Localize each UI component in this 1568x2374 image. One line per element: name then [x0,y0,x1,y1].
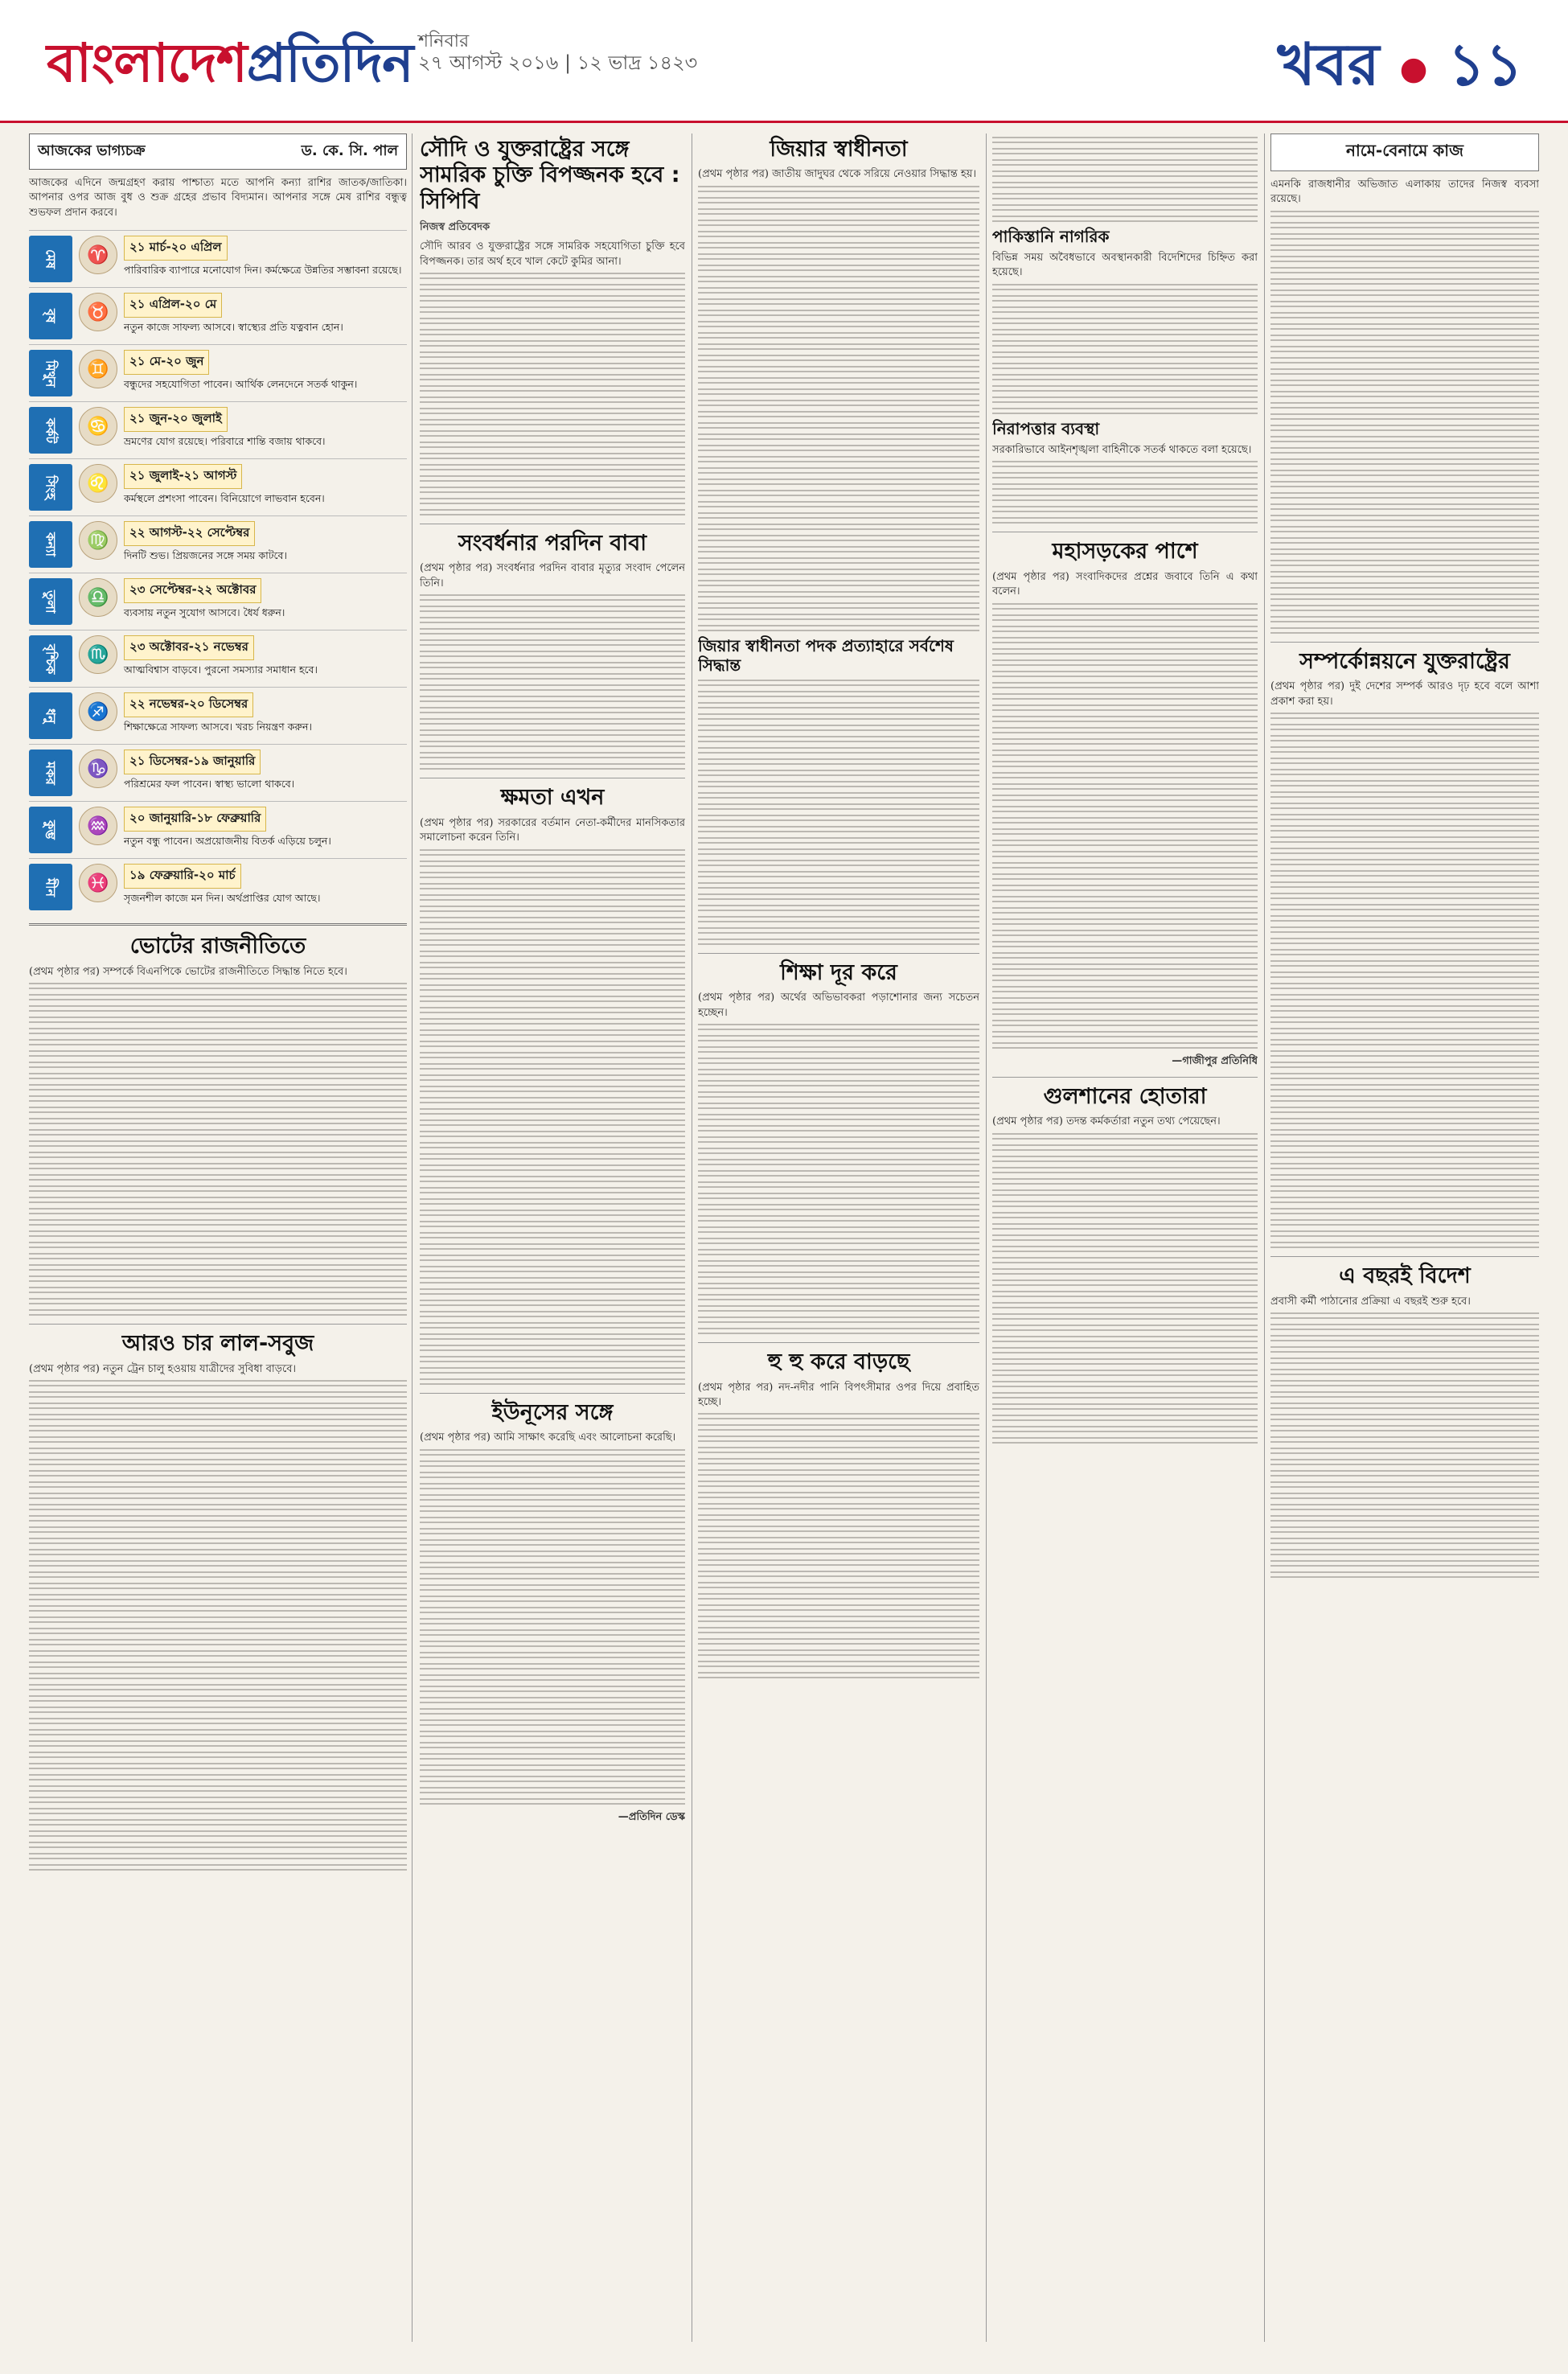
zodiac-symbol-icon: ♉ [79,293,117,331]
zodiac-content [124,293,407,335]
article-yunus-lead: (প্রথম পৃষ্ঠার পর) আমি সাক্ষাৎ করেছি এবং আলোচনা করেছি। [420,1431,676,1444]
column-4 [992,133,1258,2342]
column-3 [698,133,979,2342]
zodiac-prediction: পারিবারিক ব্যাপারে মনোযোগ দিন। কর্মক্ষেত্রে উন্নতির সম্ভাবনা রয়েছে। [124,264,402,277]
newspaper-logo: বাংলাদেশপ্রতিদিন [47,32,413,94]
zodiac-row [29,344,407,401]
zodiac-content [124,692,407,734]
article-lal-body [29,1380,407,1872]
column-1 [29,133,407,2342]
article-zia-body [698,186,979,633]
zodiac-content [124,807,407,848]
zodiac-row [29,858,407,915]
zodiac-content [124,635,407,677]
article-bochor-lead: প্রবাসী কর্মী পাঠানোর প্রক্রিয়া এ বছরই শুরু হবে। [1270,1295,1471,1308]
zodiac-row [29,801,407,858]
date-label: ২৭ আগস্ট ২০১৬ | ১২ ভাদ্র ১৪২৩ [418,51,698,74]
article-saudi-lead: সৌদি আরব ও যুক্তরাষ্ট্রের সঙ্গে সামরিক সহযোগিতা চুক্তি হবে বিপজ্জনক। তার অর্থ হবে খাল কেটে কুমির আনা। [420,240,685,268]
headline-bochor-bidesh: এ বছরই বিদেশ [1339,1263,1471,1289]
headline-mohasorok: মহাসড়কের পাশে [1052,539,1198,565]
zodiac-row [29,458,407,515]
zodiac-row [29,287,407,344]
zodiac-list [29,230,407,915]
byline: নিজস্ব প্রতিবেদক [420,221,491,234]
article-lal-lead: (প্রথম পৃষ্ঠার পর) নতুন ট্রেন চালু হওয়ায় যাত্রীদের সুবিধা বাড়বে। [29,1362,297,1375]
zodiac-sign-name: মিথুন [29,350,72,396]
zodiac-symbol-icon: ♌ [79,464,117,503]
article-zia-sub-body [698,680,979,947]
horoscope-header [29,133,407,170]
credit: —প্রতিদিন ডেস্ক [618,1810,685,1823]
zodiac-sign-name: সিংহ [29,464,72,511]
zodiac-prediction: নতুন কাজে সাফল্য আসবে। স্বাস্থ্যের প্রতি যত্নবান হোন। [124,321,343,334]
column-divider [412,133,413,2342]
zodiac-prediction: বন্ধুদের সহযোগিতা পাবেন। আর্থিক লেনদেনে সতর্ক থাকুন। [124,378,358,391]
column-2 [420,133,685,2342]
zodiac-symbol-icon: ♈ [79,236,117,274]
article-naame-body [1270,211,1539,635]
zodiac-prediction: দিনটি শুভ। প্রিয়জনের সঙ্গে সময় কাটবে। [124,549,287,562]
zodiac-date-range: ২১ মে-২০ জুন [124,350,209,375]
zodiac-symbol-icon: ♋ [79,407,117,446]
zodiac-symbol-icon: ♐ [79,692,117,731]
article-shikkha-body [698,1024,979,1336]
zodiac-date-range: ২৩ সেপ্টেম্বর-২২ অক্টোবর [124,578,261,603]
column-divider [1264,133,1265,2342]
headline-shikkha: শিক্ষা দূর করে [780,959,897,985]
zodiac-sign-name: কর্কট [29,407,72,454]
article-yunus-body [420,1449,685,1806]
article-nirapotta-lead: সরকারিভাবে আইনশৃঙ্খলা বাহিনীকে সতর্ক থাকতে বলা হয়েছে। [992,443,1252,456]
subhead-pakistani: পাকিস্তানি নাগরিক [992,227,1110,246]
headline-naame-benaame: নামে-বেনামে কাজ [1270,133,1539,171]
article-sabordhona-body [420,594,685,771]
article-shikkha-lead: (প্রথম পৃষ্ঠার পর) অর্থের অভিভাবকরা পড়াশোনার জন্য সচেতন হচ্ছেন। [698,992,979,1019]
article-sompork-lead: (প্রথম পৃষ্ঠার পর) দুই দেশের সম্পর্ক আরও দৃঢ় হবে বলে আশা প্রকাশ করা হয়। [1270,680,1539,708]
zodiac-prediction: কর্মস্থলে প্রশংসা পাবেন। বিনিয়োগে লাভবান হবেন। [124,492,325,505]
zodiac-content [124,578,407,620]
zodiac-content [124,407,407,449]
zodiac-content [124,236,407,277]
article-zia-lead: (প্রথম পৃষ্ঠার পর) জাতীয় জাদুঘর থেকে সরিয়ে নেওয়ার সিদ্ধান্ত হয়। [698,168,977,181]
zodiac-symbol-icon: ♒ [79,807,117,845]
horoscope-title: আজকের ভাগ্যচক্র [38,142,146,159]
zodiac-date-range: ২২ আগস্ট-২২ সেপ্টেম্বর [124,521,255,546]
zodiac-date-range: ২২ নভেম্বর-২০ ডিসেম্বর [124,692,253,717]
zodiac-prediction: ভ্রমণের যোগ রয়েছে। পরিবারে শান্তি বজায় থাকবে। [124,435,326,448]
zodiac-date-range: ২১ জুন-২০ জুলাই [124,407,228,432]
zodiac-date-range: ২০ জানুয়ারি-১৮ ফেব্রুয়ারি [124,807,266,832]
subhead-zia: জিয়ার স্বাধীনতা পদক প্রত্যাহারে সর্বশেষ সিদ্ধান্ত [698,635,954,675]
article-naame-continued [992,137,1258,224]
article-naame-lead: এমনকি রাজধানীর অভিজাত এলাকায় তাদের নিজস্ব ব্যবসা রয়েছে। [1270,179,1539,206]
article-nirapotta-body [992,461,1258,525]
zodiac-content [124,350,407,392]
zodiac-date-range: ১৯ ফেব্রুয়ারি-২০ মার্চ [124,864,241,889]
zodiac-date-range: ২১ জুলাই-২১ আগস্ট [124,464,242,489]
zodiac-prediction: নতুন বন্ধু পাবেন। অপ্রয়োজনীয় বিতর্ক এড়িয়ে চলুন। [124,835,331,848]
article-sompork-body [1270,713,1539,1250]
zodiac-content [124,464,407,506]
headline-yunus: ইউনূসের সঙ্গে [491,1399,614,1425]
zodiac-row [29,401,407,458]
article-bochor-body [1270,1312,1539,1579]
zodiac-sign-name: কুম্ভ [29,807,72,853]
article-hu-body [698,1413,979,1680]
day-label: শনিবার [418,31,470,51]
column-5 [1270,133,1539,2342]
zodiac-prediction: শিক্ষাক্ষেত্রে সাফল্য আসবে। খরচ নিয়ন্ত্রণ করুন। [124,721,312,733]
zodiac-content [124,864,407,906]
zodiac-prediction: সৃজনশীল কাজে মন দিন। অর্থপ্রাপ্তির যোগ আছে। [124,892,321,905]
section-header [1278,21,1523,117]
zodiac-sign-name: কন্যা [29,521,72,568]
zodiac-sign-name: মীন [29,864,72,910]
headline-lal-sobuj: আরও চার লাল-সবুজ [121,1331,314,1357]
zodiac-row [29,573,407,630]
zodiac-row [29,687,407,744]
zodiac-sign-name: মেষ [29,236,72,282]
article-pakistani-lead: বিভিন্ন সময় অবৈধভাবে অবস্থানকারী বিদেশিদের চিহ্নিত করা হয়েছে। [992,252,1258,279]
article-pakistani-body [992,284,1258,416]
article-mohasorok-lead: (প্রথম পৃষ্ঠার পর) সংবাদিকদের প্রশ্নের জবাবে তিনি এ কথা বলেন। [992,570,1258,598]
zodiac-row [29,515,407,573]
zodiac-sign-name: বৃশ্চিক [29,635,72,682]
zodiac-prediction: আত্মবিশ্বাস বাড়বে। পুরনো সমস্যার সমাধান হবে। [124,663,318,676]
zodiac-sign-name: ধনু [29,692,72,739]
zodiac-content [124,521,407,563]
dateline [418,31,698,80]
zodiac-date-range: ২১ মার্চ-২০ এপ্রিল [124,236,228,261]
zodiac-row [29,230,407,287]
headline-sompork: সম্পর্কোন্নয়নে যুক্তরাষ্ট্রের [1299,648,1510,674]
article-saudi-body [420,273,685,517]
zodiac-symbol-icon: ♑ [79,750,117,788]
article-gulshan-body [992,1133,1258,1445]
zodiac-date-range: ২৩ অক্টোবর-২১ নভেম্বর [124,635,254,660]
zodiac-row [29,630,407,687]
headline-khomota: ক্ষমতা এখন [500,785,605,811]
masthead [0,0,1568,123]
zodiac-symbol-icon: ♎ [79,578,117,617]
headline-sabordhona: সংবর্ধনার পরদিন বাবা [458,531,647,557]
headline-zia: জিয়ার স্বাধীনতা [770,137,908,162]
section-title: খবর [1277,31,1380,98]
zodiac-symbol-icon: ♍ [79,521,117,560]
credit: —গাজীপুর প্রতিনিধি [1172,1054,1258,1067]
zodiac-sign-name: তুলা [29,578,72,625]
article-mohasorok-body [992,603,1258,1050]
zodiac-content [124,750,407,791]
zodiac-symbol-icon: ♏ [79,635,117,674]
headline-gulshan: গুলশানের হোতারা [1043,1083,1207,1109]
divider [29,923,407,926]
horoscope-intro: আজকের এদিনে জন্মগ্রহণ করায় পাশ্চাত্য মতে আপনি কন্যা রাশির জাতক/জাতিকা। আপনার ওপর আজ বুধ ও শুক্র গ্রহের প্রভাব বিদ্যমান। আপনার সঙ্গে মেষ রাশির বন্ধুত্ব শুভফল প্রদান করবে। [29,177,407,219]
zodiac-date-range: ২১ এপ্রিল-২০ মে [124,293,222,318]
zodiac-row [29,744,407,801]
horoscope-author: ড. কে. সি. পাল [301,142,398,159]
article-khomota-lead: (প্রথম পৃষ্ঠার পর) সরকারের বর্তমান নেতা-কর্মীদের মানসিকতার সমালোচনা করেন তিনি। [420,816,685,844]
zodiac-prediction: পরিশ্রমের ফল পাবেন। স্বাস্থ্য ভালো থাকবে। [124,778,295,791]
article-sabordhona-lead: (প্রথম পৃষ্ঠার পর) সংবর্ধনার পরদিন বাবার মৃত্যুর সংবাদ পেলেন তিনি। [420,562,685,589]
article-hu-lead: (প্রথম পৃষ্ঠার পর) নদ-নদীর পানি বিপৎসীমার ওপর দিয়ে প্রবাহিত হচ্ছে। [698,1381,979,1408]
zodiac-date-range: ২১ ডিসেম্বর-১৯ জানুয়ারি [124,750,261,774]
dot-icon: ● [1399,50,1428,88]
zodiac-prediction: ব্যবসায় নতুন সুযোগ আসবে। ধৈর্য ধরুন। [124,606,285,619]
article-vote-body [29,983,407,1317]
article-khomota-body [420,849,685,1386]
article-gulshan-lead: (প্রথম পৃষ্ঠার পর) তদন্ত কর্মকর্তারা নতুন তথ্য পেয়েছেন। [992,1115,1221,1128]
headline-hu-hu: হু হু করে বাড়ছে [767,1349,910,1375]
zodiac-sign-name: মকর [29,750,72,796]
headline-saudi: সৌদি ও যুক্তরাষ্ট্রের সঙ্গে সামরিক চুক্তি বিপজ্জনক হবে : সিপিবি [420,137,680,214]
zodiac-symbol-icon: ♊ [79,350,117,388]
headline-vote: ভোটের রাজনীতিতে [129,934,306,959]
article-vote-lead: (প্রথম পৃষ্ঠার পর) সম্পর্কে বিএনপিকে ভোটের রাজনীতিতে সিদ্ধান্ত নিতে হবে। [29,965,347,978]
zodiac-symbol-icon: ♓ [79,864,117,902]
subhead-nirapotta: নিরাপত্তার ব্যবস্থা [992,418,1100,438]
column-divider [986,133,987,2342]
page-number: ১১ [1447,31,1523,98]
zodiac-sign-name: বৃষ [29,293,72,339]
